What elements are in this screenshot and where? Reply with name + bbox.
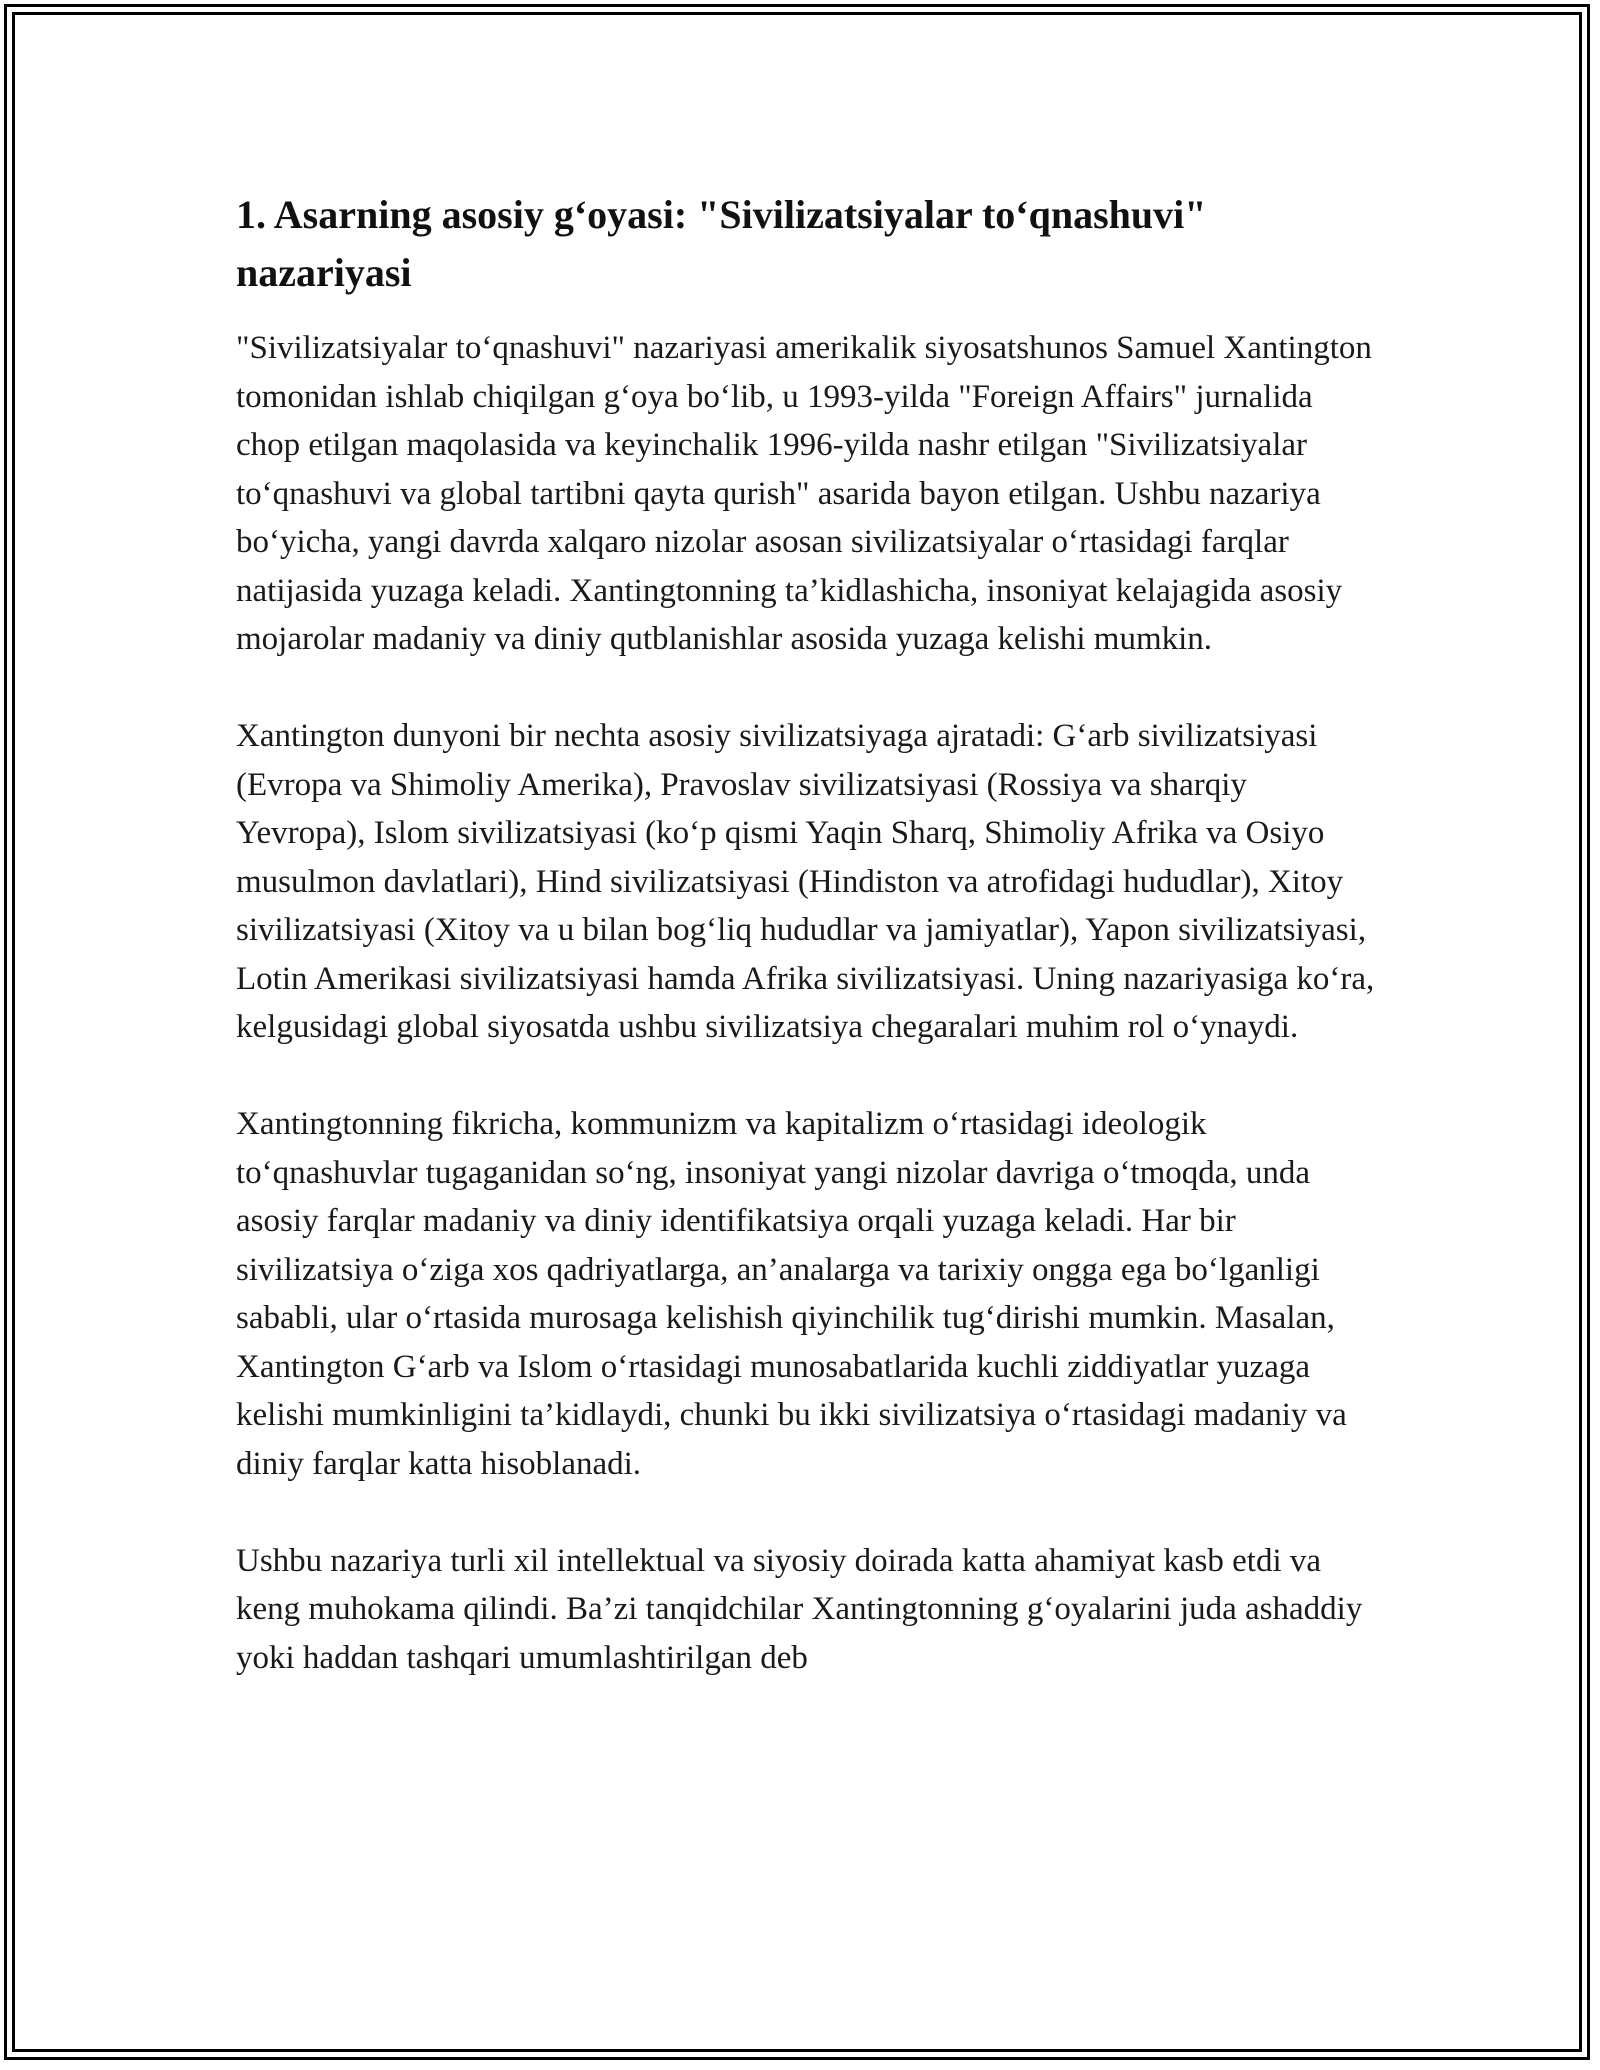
paragraph-3: Xantingtonning fikricha, kommunizm va kapitalizm o‘rtasidagi ideologik to‘qnashuvlar tugaganidan so‘ng, insoniyat yangi nizolar davriga o‘tmoqda, unda asosiy farqlar madaniy va diniy identifikatsiya orqali yuzaga keladi. Har bir sivilizatsiya o‘ziga xos qadriyatlarga, an’analarga va tarixiy ongga ega bo‘lganligi sababli, ular o‘rtasida murosaga kelishish qiyinchilik tug‘dirishi mumkin. Masalan, Xantington G‘arb va Islom o‘rtasidagi munosabatlarida kuchli ziddiyatlar yuzaga kelishi mumkinligini ta’kidlaydi, chunki bu ikki sivilizatsiya o‘rtasidagi madaniy va diniy farqlar katta hisoblanadi.	[236, 1106, 1347, 1482]
document-body	[236, 186, 1376, 1731]
paragraph-2: Xantington dunyoni bir nechta asosiy sivilizatsiyaga ajratadi: G‘arb sivilizatsiyasi (Evropa va Shimoliy Amerika), Pravoslav sivilizatsiyasi (Rossiya va sharqiy Yevropa), Islom sivilizatsiyasi (ko‘p qismi Yaqin Sharq, Shimoliy Afrika va Osiyo musulmon davlatlari), Hind sivilizatsiyasi (Hindiston va atrofidagi hududlar), Xitoy sivilizatsiyasi (Xitoy va u bilan bog‘liq hududlar va jamiyatlar), Yapon sivilizatsiyasi, Lotin Amerikasi sivilizatsiyasi hamda Afrika sivilizatsiyasi. Uning nazariyasiga ko‘ra, kelgusidagi global siyosatda ushbu sivilizatsiya chegaralari muhim rol o‘ynaydi.	[236, 718, 1375, 1045]
paragraph-1: "Sivilizatsiyalar to‘qnashuvi" nazariyasi amerikalik siyosatshunos Samuel Xantington tomonidan ishlab chiqilgan g‘oya bo‘lib, u 1993-yilda "Foreign Affairs" jurnalida chop etilgan maqolasida va keyinchalik 1996-yilda nashr etilgan "Sivilizatsiyalar to‘qnashuvi va global tartibni qayta qurish" asarida bayon etilgan. Ushbu nazariya bo‘yicha, yangi davrda xalqaro nizolar asosan sivilizatsiyalar o‘rtasidagi farqlar natijasida yuzaga keladi. Xantingtonning ta’kidlashicha, insoniyat kelajagida asosiy mojarolar madaniy va diniy qutblanishlar asosida yuzaga kelishi mumkin.	[236, 330, 1372, 657]
paragraph-4: Ushbu nazariya turli xil intellektual va siyosiy doirada katta ahamiyat kasb etdi va keng muhokama qilindi. Ba’zi tanqidchilar Xantingtonning g‘oyalarini juda ashaddiy yoki haddan tashqari umumlashtirilgan deb	[236, 1542, 1363, 1676]
section-heading: 1. Asarning asosiy g‘oyasi: "Sivilizatsiyalar to‘qnashuvi" nazariyasi	[236, 192, 1207, 295]
